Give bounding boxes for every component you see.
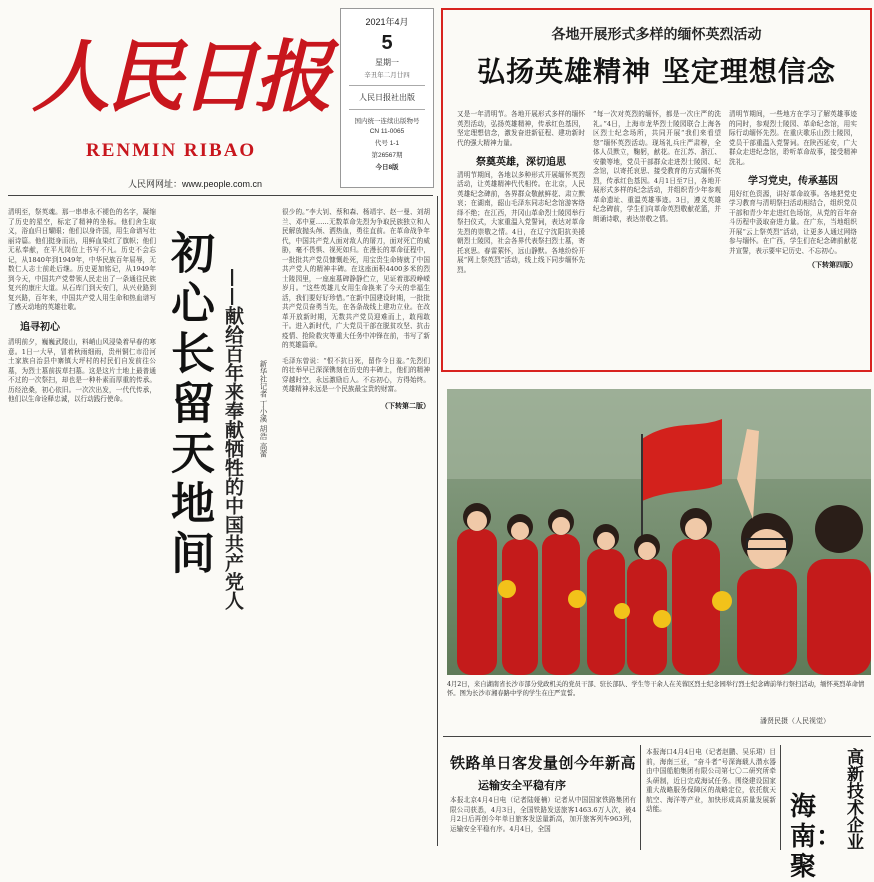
photo-credit: 潘贤民摄（人民视觉）: [760, 717, 830, 725]
cn-number-label: 国内统一连续出版物号: [354, 118, 420, 125]
lead-article-column-b: [282, 208, 430, 844]
date-divider: [349, 85, 425, 86]
hainan-sidebar-title[interactable]: 高新技术企业: [843, 748, 863, 850]
logo-text: 人民日报: [32, 32, 329, 123]
feature-col1-subhead: 祭奠英雄，深切追思: [476, 157, 566, 168]
date-weekday: 星期一: [375, 58, 399, 67]
lead-photo[interactable]: [447, 389, 871, 675]
column-divider: [780, 745, 781, 850]
lead-col-a-subhead: 追寻初心: [20, 321, 60, 333]
hainan-article-text: 本报海口4月4日电（记者赵鹏、吴乐珺）目前，海南三亚，“奋斗者”号深海载人潜水器由中国船舶集团有限公司第七〇二研究所牵头研制，近日完成海试任务。围绕建设国家重大战略服务保障区的战略定位，依托航天航空、海洋等产业，加快形成高质量发展新动能。: [646, 748, 776, 813]
feature-col2-text: “每一次对英烈的缅怀，都是一次庄严的洗礼。”4日，上海市龙华烈士陵园联合上海各区烈士纪念场所，共同开展“我们来看望您”缅怀英烈活动。现场礼兵庄严肃穆，全体人员默立，鞠躬，献花。在江苏、浙江、安徽等地，党员干部群众走进烈士陵园、纪念馆，以寄托哀思、接受教育的方式缅怀英烈，传承红色基因。4月1日至7日，各地开展形式多样的纪念活动，并组织青少年参观革命遗址、重温英雄事迹。3日，遵义英雄纪念碑前，学生们向革命英烈敬献花篮，并朗诵诗歌，表达崇敬之情。: [593, 110, 721, 223]
renmin-ribao-calligraphy-logo: [26, 12, 329, 123]
publisher: 人民日报社出版: [359, 93, 415, 102]
hainan-headline[interactable]: 海南：聚: [790, 792, 843, 882]
feature-column-1: [457, 110, 585, 275]
feature-continued[interactable]: （下转第四版）: [808, 260, 857, 269]
feature-headline[interactable]: 弘扬英雄精神 坚定理想信念: [477, 55, 836, 88]
feature-article-box[interactable]: [441, 8, 872, 372]
masthead-romanized: RENMIN RIBAO: [86, 140, 257, 161]
cn-number: CN 11-0065: [369, 128, 405, 135]
feature-col1-text2: 清明节期间，各地以多种形式开展缅怀英烈活动，让英雄精神代代相传。在北京，人民英雄纪念碑前，各界群众敬献鲜花、肃立默哀；在湖南，韶山毛泽东同志纪念馆游客络绎不绝；在江西，井冈山革命烈士陵园举行祭扫仪式，大家重温入党誓词，表达对革命先烈的崇敬之情。4日，在辽宁沈阳抗美援朝烈士陵园，社会各界代表祭扫烈士墓，寄托哀思。春雷萦怀，远山静默。各地纷纷开展“网上祭英烈”活动，线上线下同步缅怀先烈。: [457, 170, 585, 274]
rail-article-text: 本报北京4月4日电（记者陆娅楠）记者从中国国家铁路集团有限公司获悉，4月3日，全国铁路发送旅客1463.6万人次，被4月2日后再创今年单日旅客发送量新高，加开旅客列车963列，运输安全平稳有序。4月4日，全国: [450, 796, 636, 833]
column-divider: [640, 745, 641, 850]
lead-article-column-a: [8, 208, 156, 844]
date-year-month: 2021年4月: [365, 17, 409, 27]
feature-col3-subhead: 学习党史，传承基因: [748, 176, 838, 187]
lead-col-b-text2: 毛泽东曾说：“恨不抗日死，留作今日羞。”先烈们的壮举早已深深镌刻在历史的丰碑上，他们的精神穿越时空，永远激励后人。不忘初心，方得始终。英雄精神永远是一个民族最宝贵的财富。: [282, 356, 430, 393]
feature-col3-text: 清明节期间，一些地方在学习了解英雄事迹的同时，参观烈士陵园、革命纪念馆，用实际行动缅怀先烈。在重庆歌乐山烈士陵园，党员干部重温入党誓词。在陕西延安，广大群众走进纪念馆，聆听革命故事，接受精神洗礼。: [729, 110, 857, 166]
ceremony-photo-illustration: [447, 389, 871, 675]
feature-column-2: [593, 110, 721, 224]
column-divider: [437, 196, 438, 846]
postal-code: 代号 1-1: [374, 140, 400, 147]
lead-continued[interactable]: （下转第二版）: [381, 400, 430, 410]
website-url[interactable]: 人民网网址：www.people.com.cn: [128, 179, 263, 189]
feature-col1-text: 又是一年清明节。各地开展形式多样的缅怀英烈活动，弘扬英雄精神，传承红色基因，坚定理想信念，激发奋进新征程、建功新时代的强大精神力量。: [457, 110, 585, 147]
date-lunar: 辛丑年二月廿四: [364, 72, 410, 79]
lead-col-b-text: 很少的。”李大钊、蔡和森、杨靖宇、赵一曼、刘胡兰、邓中夏……无数革命先烈为争取民族独立和人民解放抛头颅、洒热血，勇往直前。在革命战争年代，中国共产党人面对敌人的屠刀，面对死亡的威胁，毫不畏惧、视死如归。在漫长的革命征程中，一批批共产党员慷慨赴死，用宝贵生命铸就了中国共产党人的精神丰碑。在这座面积4400多米的烈士陵园里，一座座墓碑静静伫立，见证着那段峥嵘岁月。“这些英雄儿女用生命换来了今天的幸福生活，我们要好好珍惜。”在新中国建设时期，一批批共产党员奋勇当先，在各条战线上建功立业。在改革开放新时期，无数共产党员迎难而上，敢闯敢干。进入新时代，广大党员干部在脱贫攻坚、抗击疫情、抢险救灾等重大任务中冲锋在前，书写了新的英雄篇章。: [282, 208, 430, 349]
feature-column-3: [729, 110, 857, 270]
lead-vertical-subtitle: ——献给百年来奉献牺牲的中国共产党人: [222, 268, 244, 610]
date-day: 5: [381, 32, 393, 54]
issue-number: 第26567期: [371, 152, 403, 159]
masthead-logo: [26, 12, 329, 123]
divider-rule: [8, 195, 433, 196]
lead-byline: 新华社记者 丁小溪 胡浩 高蕾: [259, 360, 268, 458]
photo-caption: 4月2日，来自湖南省长沙市部分党政机关的党员干部、驻长部队、学生等干余人在芙蓉区烈士纪念园举行烈士纪念碑前举行祭扫活动，缅怀英烈革命情怀。图为长沙市湘春路中学的学生在庄严宣誓。: [447, 681, 865, 697]
feature-kicker: 各地开展形式多样的缅怀英烈活动: [551, 27, 762, 43]
lead-col-a-text: 清明至，祭英魂。那一串串永不褪色的名字，凝缩了历史的星空，标定了精神的坐标。他们舍生取义，浴血归日耀眼；他们以身许国，用生命谱写壮丽诗篇。他们挺身而出，用鲜血染红了旗帜；他们无私奉献，在平凡岗位上书写不凡。历史不会忘记，从1840年到1949年，中华民族百年屈辱，无数仁人志士前赴后继。历史更加铭记，从1949年到今天，中国共产党带领人民走出了一条通往民族复兴的康庄大道。从石库门到天安门，从兴业路到复兴路，百年来，中国共产党人用生命和热血谱写了感天动地的英雄壮歌。: [8, 208, 156, 311]
date-divider-2: [349, 109, 425, 110]
page-count: 今日8版: [375, 164, 399, 171]
lead-vertical-title[interactable]: 初心长留天地间: [163, 230, 214, 580]
divider-rule: [443, 736, 871, 737]
lead-col-a-text2: 清明前夕，巍巍武陵山，料峭山风浸染着早春的寒意。1日一大早，冒着秋雨细雨，贵州铜仁市沿河土家族自治县中寨镇大坪村的村民们自发前往公墓，为烈士墓前拔草扫墓。这是这片土地上最普通不过的一次祭扫，却也是一种朴素而厚重的传承。历经沧桑，初心依旧。一次次出发，一代代传承，他们以生命诠释忠诚，以行动践行使命。: [8, 338, 156, 403]
feature-col3-text2: 用好红色资源，讲好革命故事。各地把党史学习教育与清明祭扫活动相结合，组织党员干部和青少年走进红色场馆，从党的百年奋斗历程中汲取奋进力量。在广东，当地组织开展“云上祭英烈”活动，让更多人通过网络参与缅怀。在广西，学生们在纪念碑前献花并宣誓，表示要牢记历史、不忘初心。: [729, 189, 857, 255]
rail-subheadline: 运输安全平稳有序: [478, 779, 566, 792]
date-box: [340, 8, 434, 188]
rail-headline[interactable]: 铁路单日客发量创今年新高: [450, 754, 637, 772]
